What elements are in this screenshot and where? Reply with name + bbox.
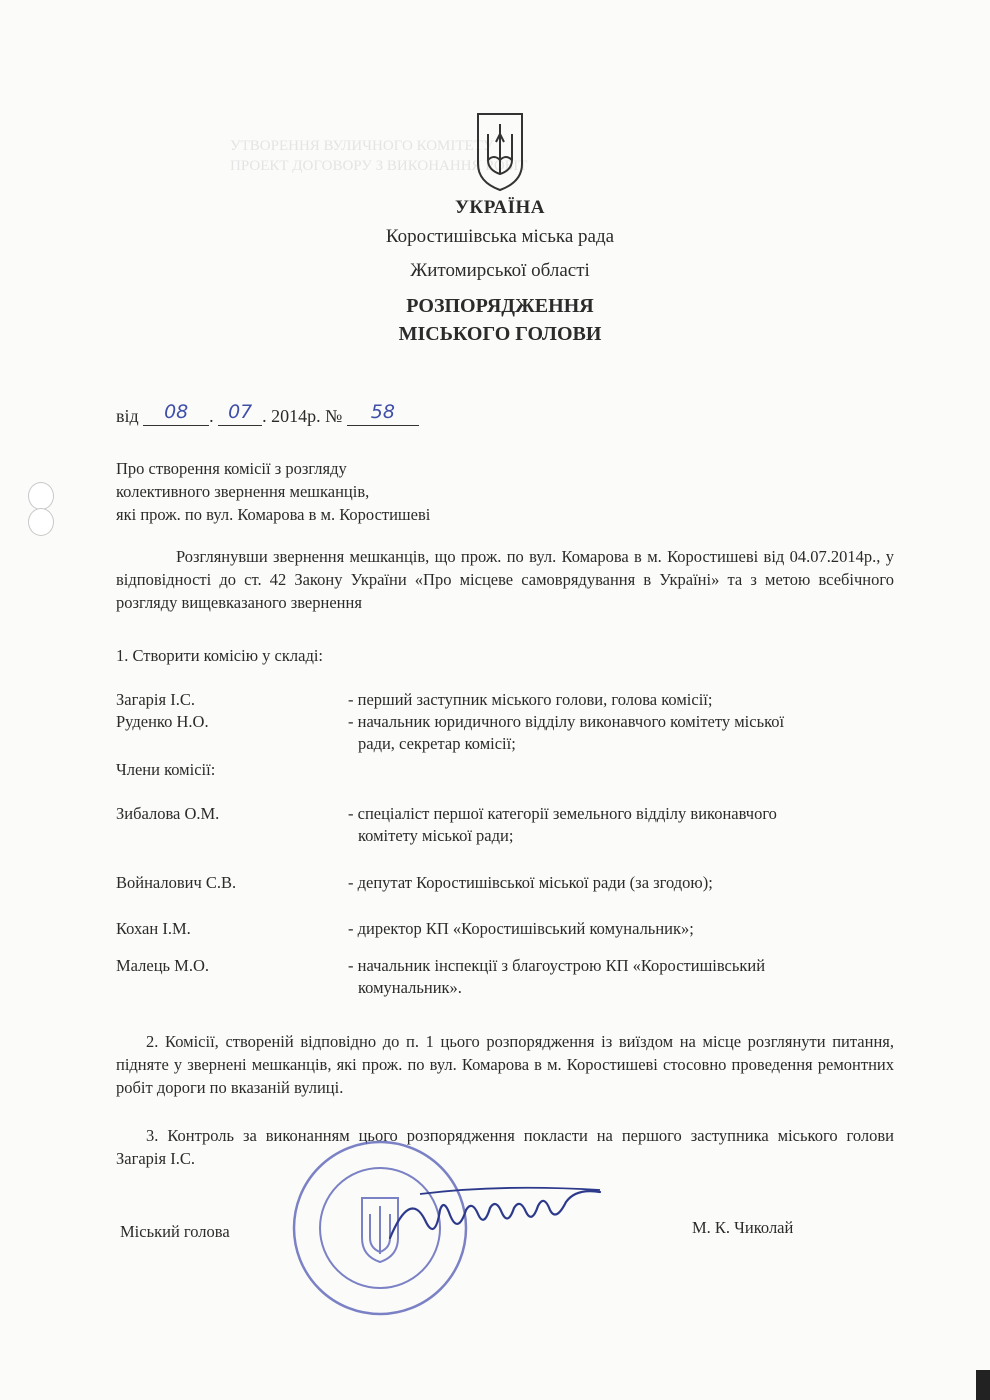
punch-hole-bottom (28, 508, 54, 536)
signatory-name: М. К. Чиколай (692, 1218, 794, 1237)
signatory-title: Міський голова (120, 1222, 230, 1241)
coat-of-arms-icon (474, 112, 526, 192)
bleed-through-text: УТВОРЕННЯ ВУЛИЧНОГО КОМІТЕТУ ПРОЕКТ ДОГОВОРУ З ВИКОНАННЯ РОБІТ (230, 138, 528, 174)
council-name: Коростишівська міська рада (385, 226, 615, 247)
month-field: 07 (218, 405, 262, 426)
number-field: 58 (347, 405, 419, 426)
punch-hole-top (28, 482, 54, 510)
item-1-heading: 1. Створити комісію у складі: (116, 646, 324, 665)
subject-block: Про створення комісії з розгляду колективного звернення мешканців, які прож. по вул. Комарова в м. Коростишеві (116, 459, 431, 524)
date-line: від 08 . 07 . 2014р. № 58 (116, 405, 419, 427)
document-type: РОЗПОРЯДЖЕННЯ МІСЬКОГО ГОЛОВИ (398, 295, 602, 345)
item-2-paragraph: 2. Комісії, створеній відповідно до п. 1 цього розпорядження із виїздом на місце розглянути питання, підняте у звернені мешканців, які прож. по вул. Комарова в м. Коростишеві стосовно проведення ремонтних робіт дороги по вказаній вулиці. (116, 1032, 894, 1097)
item-3-paragraph: 3. Контроль за виконанням цього розпорядження покласти на першого заступника міського голови Загарія І.С. (116, 1126, 894, 1168)
members-label: Члени комісії: (116, 760, 216, 779)
handwritten-signature (380, 1180, 610, 1250)
scan-edge-mark (976, 1370, 990, 1400)
day-field: 08 (143, 405, 209, 426)
document-page: УТВОРЕННЯ ВУЛИЧНОГО КОМІТЕТУ ПРОЕКТ ДОГОВОРУ З ВИКОНАННЯ РОБІТ УКРАЇНА Коростишівська міська рада Житомирської області РОЗПОРЯДЖЕННЯ МІСЬКОГО ГОЛОВИ від 08 . 07 . 2014р. № 58 Про створення комісії з розгляду колективного звернення мешканців, які прож. по вул. Комарова в м. Коростишеві Розглянувши звернення мешканців, що прож. по вул. Комарова в м. Коростишеві від 04.07.2014р., у відповідності до ст. 42 Закону України «Про місцеве самоврядування в Україні» та з метою всебічного розгляду вищевказаного звернення 1. Створити комісію у складі: Загарія І.С. - перший заступник міського голови, голова комісії; Руденко Н.О. - начальник юридичного відділу виконавчого комітету міської ради, секретар комісії; Члени комісії: Зибалова О.М. - спеціаліст першої категорії земельного відділу виконавчого комітету міської ради; Войналович С.В. - депутат Коростишівської міської ради (за згодою); Кохан І.М. - директор КП «Коростишівський комунальник»; Малець М.О. - начальник інспекції з благоустрою КП «Коростишівський комунальник». 2. Комісії, створеній відповідно до п. 1 цього розпорядження із виїздом на місце розглянути питання, підняте у звернені мешканців, які прож. по вул. Комарова в м. Коростишеві стосовно проведення ремонтних робіт дороги по вказаній вулиці. 3. Контроль за виконанням цього розпорядження покласти на першого заступника міського голови Загарія І.С. Міський голова М. К. Чиколай (0, 0, 990, 1400)
preamble-paragraph: Розглянувши звернення мешканців, що прож. по вул. Комарова в м. Коростишеві від 04.07.2014р., у відповідності до ст. 42 Закону України «Про місцеве самоврядування в Україні» та з метою всебічного розгляду вищевказаного звернення (116, 547, 894, 612)
region-name: Житомирської області (410, 260, 590, 281)
country-heading: УКРАЇНА (454, 197, 545, 218)
